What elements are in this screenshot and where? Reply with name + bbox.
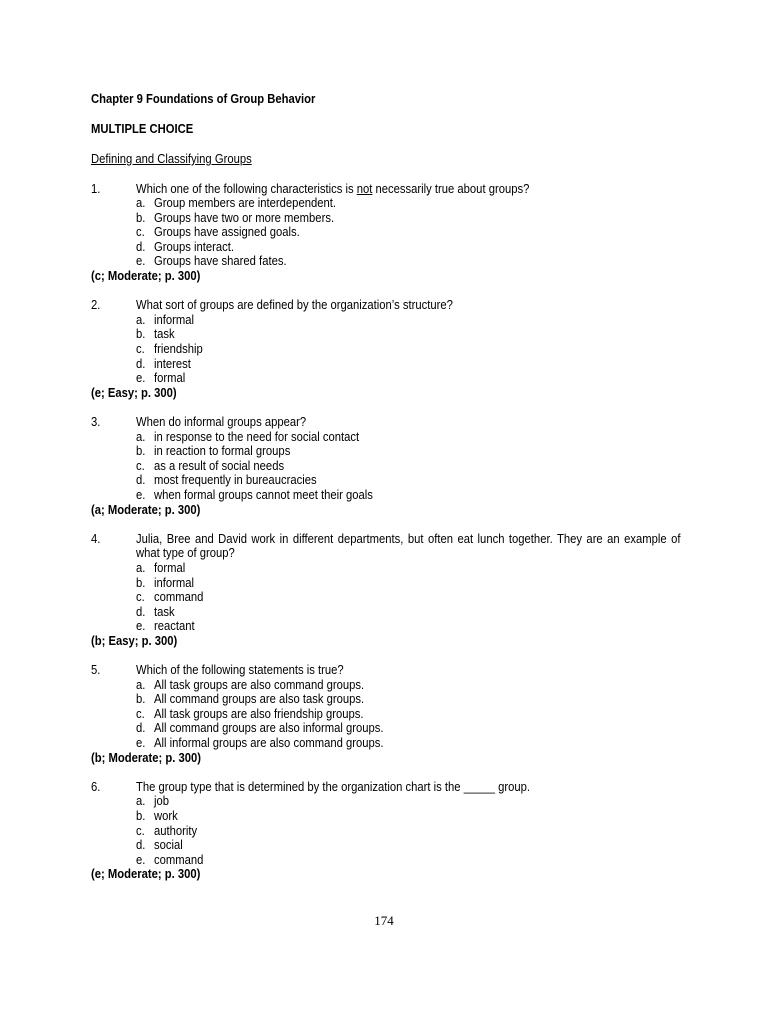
option-c: c. as a result of social needs bbox=[136, 458, 285, 473]
option-c: c. All task groups are also friendship groups. bbox=[136, 706, 364, 721]
option-a: a. informal bbox=[136, 312, 195, 327]
option-e: e. command bbox=[136, 852, 204, 867]
emphasis-text: not bbox=[356, 181, 373, 196]
question-4 bbox=[91, 532, 681, 649]
option-e: e. reactant bbox=[136, 619, 195, 634]
option-list bbox=[91, 313, 681, 386]
option-d: d. Groups interact. bbox=[136, 239, 235, 254]
subsection-title: Defining and Classifying Groups bbox=[91, 152, 252, 166]
question-number: 2. bbox=[91, 298, 101, 313]
question-number: 1. bbox=[91, 181, 101, 196]
page-number: 174 bbox=[374, 913, 394, 928]
question-number: 4. bbox=[91, 531, 101, 546]
answer-key: (b; Easy; p. 300) bbox=[91, 633, 178, 648]
answer-key: (b; Moderate; p. 300) bbox=[91, 750, 202, 765]
option-e: e. formal bbox=[136, 371, 186, 386]
option-d: d. task bbox=[136, 604, 175, 619]
document-page bbox=[91, 92, 681, 882]
option-list bbox=[91, 196, 681, 269]
question-text: Which one of the following characteristics is not necessarily true about groups? bbox=[136, 181, 530, 196]
question-number: 5. bbox=[91, 663, 101, 678]
option-e: e. All informal groups are also command groups. bbox=[136, 736, 384, 751]
option-b: b. All command groups are also task groups. bbox=[136, 692, 365, 707]
option-c: c. command bbox=[136, 590, 204, 605]
option-a: a. formal bbox=[136, 560, 186, 575]
option-a: a. job bbox=[136, 794, 170, 809]
question-6 bbox=[91, 780, 681, 882]
answer-key: (c; Moderate; p. 300) bbox=[91, 269, 201, 284]
option-d: d. most frequently in bureaucracies bbox=[136, 473, 317, 488]
option-b: b. Groups have two or more members. bbox=[136, 210, 335, 225]
question-2 bbox=[91, 298, 681, 400]
question-text: Which of the following statements is true? bbox=[136, 663, 344, 678]
option-a: a. All task groups are also command groups. bbox=[136, 677, 365, 692]
question-number: 3. bbox=[91, 415, 101, 429]
question-text: When do informal groups appear? bbox=[136, 415, 307, 429]
option-b: b. task bbox=[136, 327, 175, 342]
option-e: e. when formal groups cannot meet their goals bbox=[136, 487, 373, 502]
question-number: 6. bbox=[91, 779, 101, 794]
question-3 bbox=[91, 415, 681, 517]
question-text: What sort of groups are defined by the organization’s structure? bbox=[136, 298, 453, 313]
question-text: The group type that is determined by the organization chart is the _____ group. bbox=[136, 779, 531, 794]
option-a: a. in response to the need for social contact bbox=[136, 429, 360, 444]
option-d: d. All command groups are also informal groups. bbox=[136, 721, 384, 736]
section-label: MULTIPLE CHOICE bbox=[91, 122, 194, 136]
option-c: c. authority bbox=[136, 823, 198, 838]
option-d: d. social bbox=[136, 838, 183, 853]
option-b: b. work bbox=[136, 809, 178, 824]
option-d: d. interest bbox=[136, 356, 191, 371]
question-list bbox=[91, 182, 681, 897]
answer-key: (a; Moderate; p. 300) bbox=[91, 502, 201, 517]
option-a: a. Group members are interdependent. bbox=[136, 196, 336, 211]
answer-key: (e; Moderate; p. 300) bbox=[91, 867, 201, 882]
question-text: Julia, Bree and David work in different departments, but often eat lunch together. They are an example of what type of group? bbox=[136, 531, 681, 561]
option-list bbox=[91, 430, 681, 503]
option-b: b. in reaction to formal groups bbox=[136, 444, 291, 459]
option-e: e. Groups have shared fates. bbox=[136, 254, 287, 269]
question-5 bbox=[91, 663, 681, 765]
option-b: b. informal bbox=[136, 575, 195, 590]
option-list bbox=[91, 678, 681, 751]
chapter-title: Chapter 9 Foundations of Group Behavior bbox=[91, 92, 316, 106]
question-1 bbox=[91, 182, 681, 284]
option-list bbox=[91, 794, 681, 867]
option-list bbox=[91, 561, 681, 634]
option-c: c. friendship bbox=[136, 342, 203, 357]
answer-key: (e; Easy; p. 300) bbox=[91, 385, 177, 400]
option-c: c. Groups have assigned goals. bbox=[136, 225, 300, 240]
